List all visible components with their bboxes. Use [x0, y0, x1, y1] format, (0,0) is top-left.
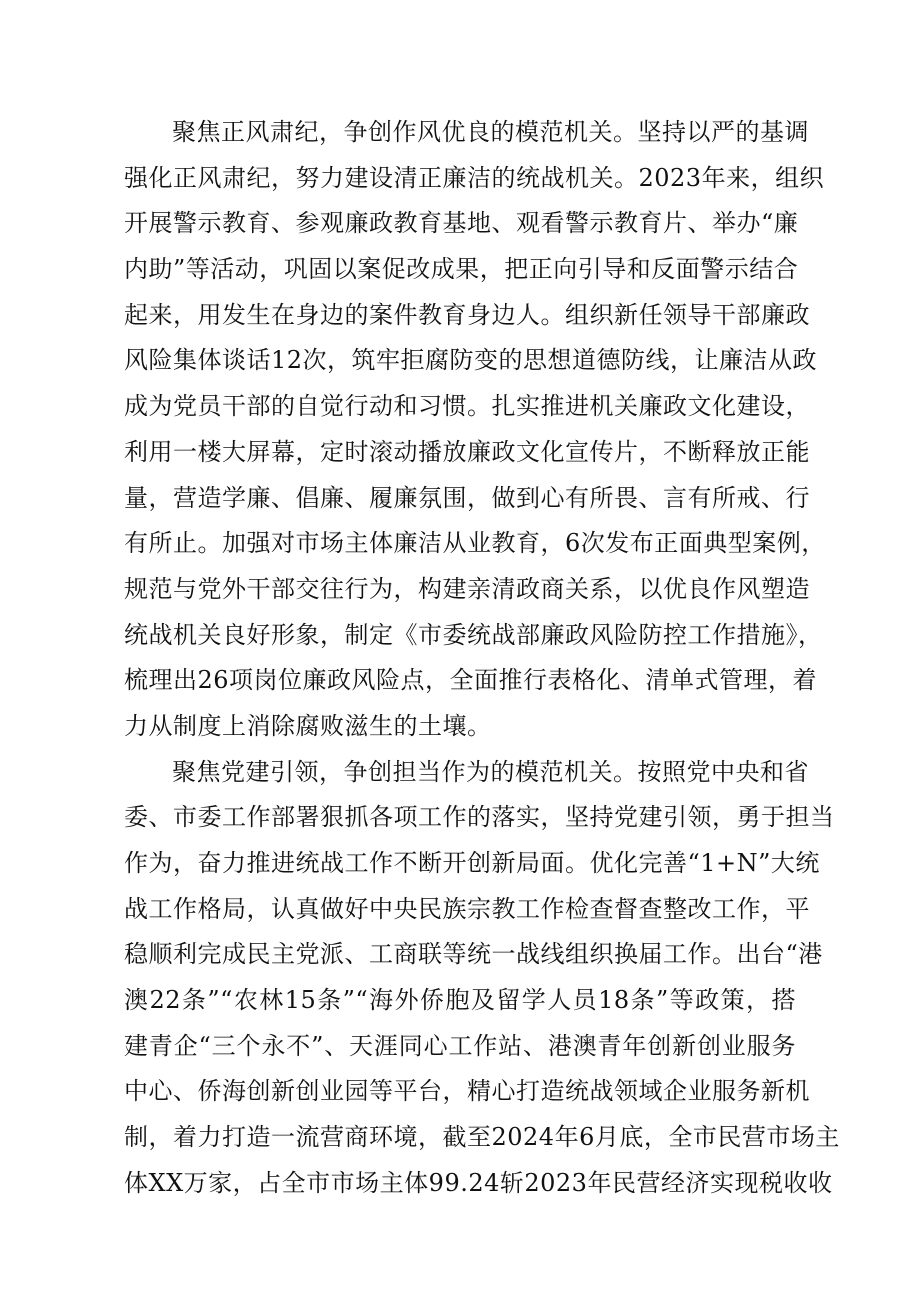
- paragraph-line: 聚焦党建引领，争创担当作为的模范机关。按照党中央和省: [172, 757, 809, 786]
- paragraph-1: [124, 110, 826, 750]
- paragraph-line: 有所止。加强对市场主体廉洁从业教育，6次发布正面典型案例，: [124, 529, 826, 558]
- paragraph-line: 制，着力打造一流营商环境，截至2024年6月底，全市民营市场主: [124, 1123, 840, 1152]
- paragraph-line: 作为，奋力推进统战工作不断开创新局面。优化完善“1+N”大统: [124, 849, 820, 877]
- paragraph-line: 澳22条”“农林15条”“海外侨胞及留学人员18条”等政策，搭: [124, 986, 796, 1015]
- paragraph-line: 利用一楼大屏幕，定时滚动播放廉政文化宣传片，不断释放正能: [124, 437, 810, 466]
- paragraph-line: 力从制度上消除腐败滋生的土壤。: [124, 711, 492, 740]
- paragraph-line: 强化正风肃纪，努力建设清正廉洁的统战机关。2023年来，组织: [124, 163, 825, 192]
- paragraph-line: 起来，用发生在身边的案件教育身边人。组织新任领导干部廉政: [124, 300, 810, 329]
- paragraph-line: 战工作格局，认真做好中央民族宗教工作检查督查整改工作，平: [124, 894, 810, 923]
- paragraph-line: 梳理出26项岗位廉政风险点，全面推行表格化、清单式管理，着: [124, 666, 818, 695]
- paragraph-line: 统战机关良好形象，制定《市委统战部廉政风险防控工作措施》，: [124, 620, 823, 649]
- paragraph-line: 量，营造学廉、倡廉、履廉氛围，做到心有所畏、言有所戒、行: [124, 483, 810, 512]
- paragraph-line: 规范与党外干部交往行为，构建亲清政商关系，以优良作风塑造: [124, 574, 810, 603]
- paragraph-line: 委、市委工作部署狠抓各项工作的落实，坚持党建引领，勇于担当: [124, 803, 835, 832]
- paragraph-line: 稳顺利完成民主党派、工商联等统一战线组织换届工作。出台“港: [124, 940, 823, 969]
- paragraph-line: 建青企“三个永不”、天涯同心工作站、港澳青年创新创业服务: [124, 1031, 796, 1060]
- paragraph-line: 内助”等活动，巩固以案促改成果，把正向引导和反面警示结合: [124, 255, 799, 284]
- paragraph-line: 中心、侨海创新创业园等平台，精心打造统战领域企业服务新机: [124, 1077, 810, 1106]
- paragraph-line: 成为党员干部的自觉行动和习惯。扎实推进机关廉政文化建设，: [124, 392, 810, 421]
- document-body: [124, 110, 840, 1207]
- paragraph-line: 开展警示教育、参观廉政教育基地、观看警示教育片、举办“廉: [124, 209, 799, 238]
- paragraph-line: 聚焦正风肃纪，争创作风优良的模范机关。坚持以严的基调: [172, 118, 809, 146]
- paragraph-line: 体XX万家，占全市市场主体99.24斩2023年民营经济实现税收收: [124, 1168, 833, 1197]
- paragraph-line: 风险集体谈话12次，筑牢拒腐防变的思想道德防线，让廉洁从政: [124, 346, 818, 375]
- paragraph-2: [124, 750, 840, 1207]
